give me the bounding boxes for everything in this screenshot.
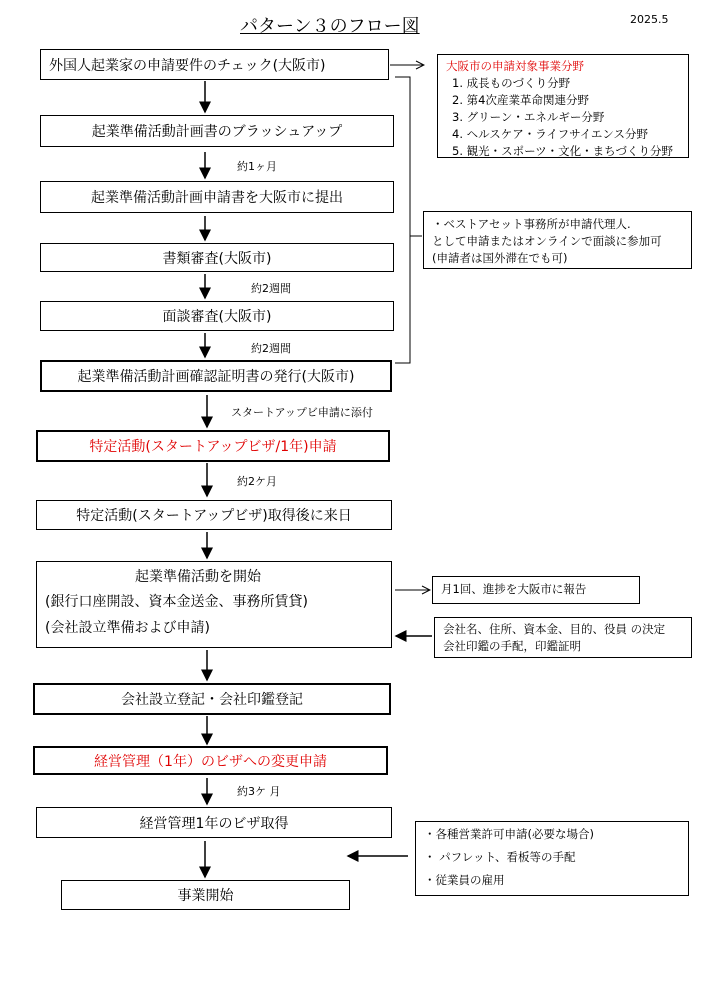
duration-label: 約1ヶ月 bbox=[237, 160, 277, 173]
business-note-line: ・各種営業許可申請(必要な場合) bbox=[424, 827, 594, 841]
report-note-box bbox=[432, 576, 640, 604]
step-startup-visa-apply: 特定活動(スタートアップビザ/1年)申請 bbox=[36, 430, 390, 462]
company-note-box bbox=[434, 617, 692, 658]
osaka-field-item: 3. グリーン・エネルギー分野 bbox=[452, 110, 605, 124]
osaka-fields-box bbox=[437, 54, 689, 158]
step-start-preparation bbox=[36, 561, 392, 648]
agent-note-line: として申請またはオンラインで面談に参加可 bbox=[432, 234, 662, 248]
osaka-field-item: 2. 第4次産業革命関連分野 bbox=[452, 93, 589, 107]
business-note-line: ・ パフレット、看板等の手配 bbox=[424, 850, 576, 864]
business-note-box bbox=[415, 821, 689, 896]
step-start-preparation-detail2: (会社設立準備および申請) bbox=[45, 620, 210, 636]
duration-label: スタートアップビ申請に添付 bbox=[231, 406, 373, 419]
duration-label: 約2週間 bbox=[251, 282, 291, 295]
step-start-preparation-title: 起業準備活動を開始 bbox=[135, 569, 261, 585]
agent-note-line: (申請者は国外滞在でも可) bbox=[432, 251, 568, 265]
step-company-registration: 会社設立登記・会社印鑑登記 bbox=[33, 683, 391, 715]
step-business-visa-apply: 経営管理（1年）のビザへの変更申請 bbox=[33, 746, 388, 775]
page-title: パターン３のフロー図 bbox=[240, 16, 420, 37]
step-plan-brushup: 起業準備活動計画書のブラッシュアップ bbox=[40, 115, 394, 147]
osaka-field-item: 5. 観光・スポーツ・文化・まちづくり分野 bbox=[452, 144, 674, 158]
duration-label: 約2週間 bbox=[251, 342, 291, 355]
duration-label: 約2ケ月 bbox=[237, 475, 277, 488]
step-start-preparation-detail1: (銀行口座開設、資本金送金、事務所賃貸) bbox=[45, 594, 308, 610]
page-date: 2025.5 bbox=[630, 13, 669, 26]
step-business-visa-obtain: 経営管理1年のビザ取得 bbox=[36, 807, 392, 838]
osaka-field-item: 1. 成長ものづくり分野 bbox=[452, 76, 571, 90]
company-note-line: 会社名、住所、資本金、目的、役員 の決定 bbox=[443, 622, 666, 636]
step-interview-review: 面談審査(大阪市) bbox=[40, 301, 394, 331]
step-business-start: 事業開始 bbox=[61, 880, 350, 910]
company-note-line: 会社印鑑の手配，印鑑証明 bbox=[443, 639, 581, 653]
agent-note-box bbox=[423, 211, 692, 269]
step-document-review: 書類審査(大阪市) bbox=[40, 243, 394, 272]
step-requirement-check: 外国人起業家の申請要件のチェック(大阪市) bbox=[40, 49, 389, 80]
step-certificate-issue: 起業準備活動計画確認証明書の発行(大阪市) bbox=[40, 360, 392, 392]
osaka-field-item: 4. ヘルスケア・ライフサイエンス分野 bbox=[452, 127, 648, 141]
step-plan-submit: 起業準備活動計画申請書を大阪市に提出 bbox=[40, 181, 394, 213]
osaka-fields-heading: 大阪市の申請対象事業分野 bbox=[446, 59, 584, 73]
business-note-line: ・従業員の雇用 bbox=[424, 873, 505, 887]
report-note-text: 月1回、進捗を大阪市に報告 bbox=[441, 582, 587, 596]
duration-label: 約3ケ 月 bbox=[237, 785, 281, 798]
step-arrival: 特定活動(スタートアップビザ)取得後に来日 bbox=[36, 500, 392, 530]
agent-note-line: ・ベストアセット事務所が申請代理人. bbox=[432, 217, 631, 231]
